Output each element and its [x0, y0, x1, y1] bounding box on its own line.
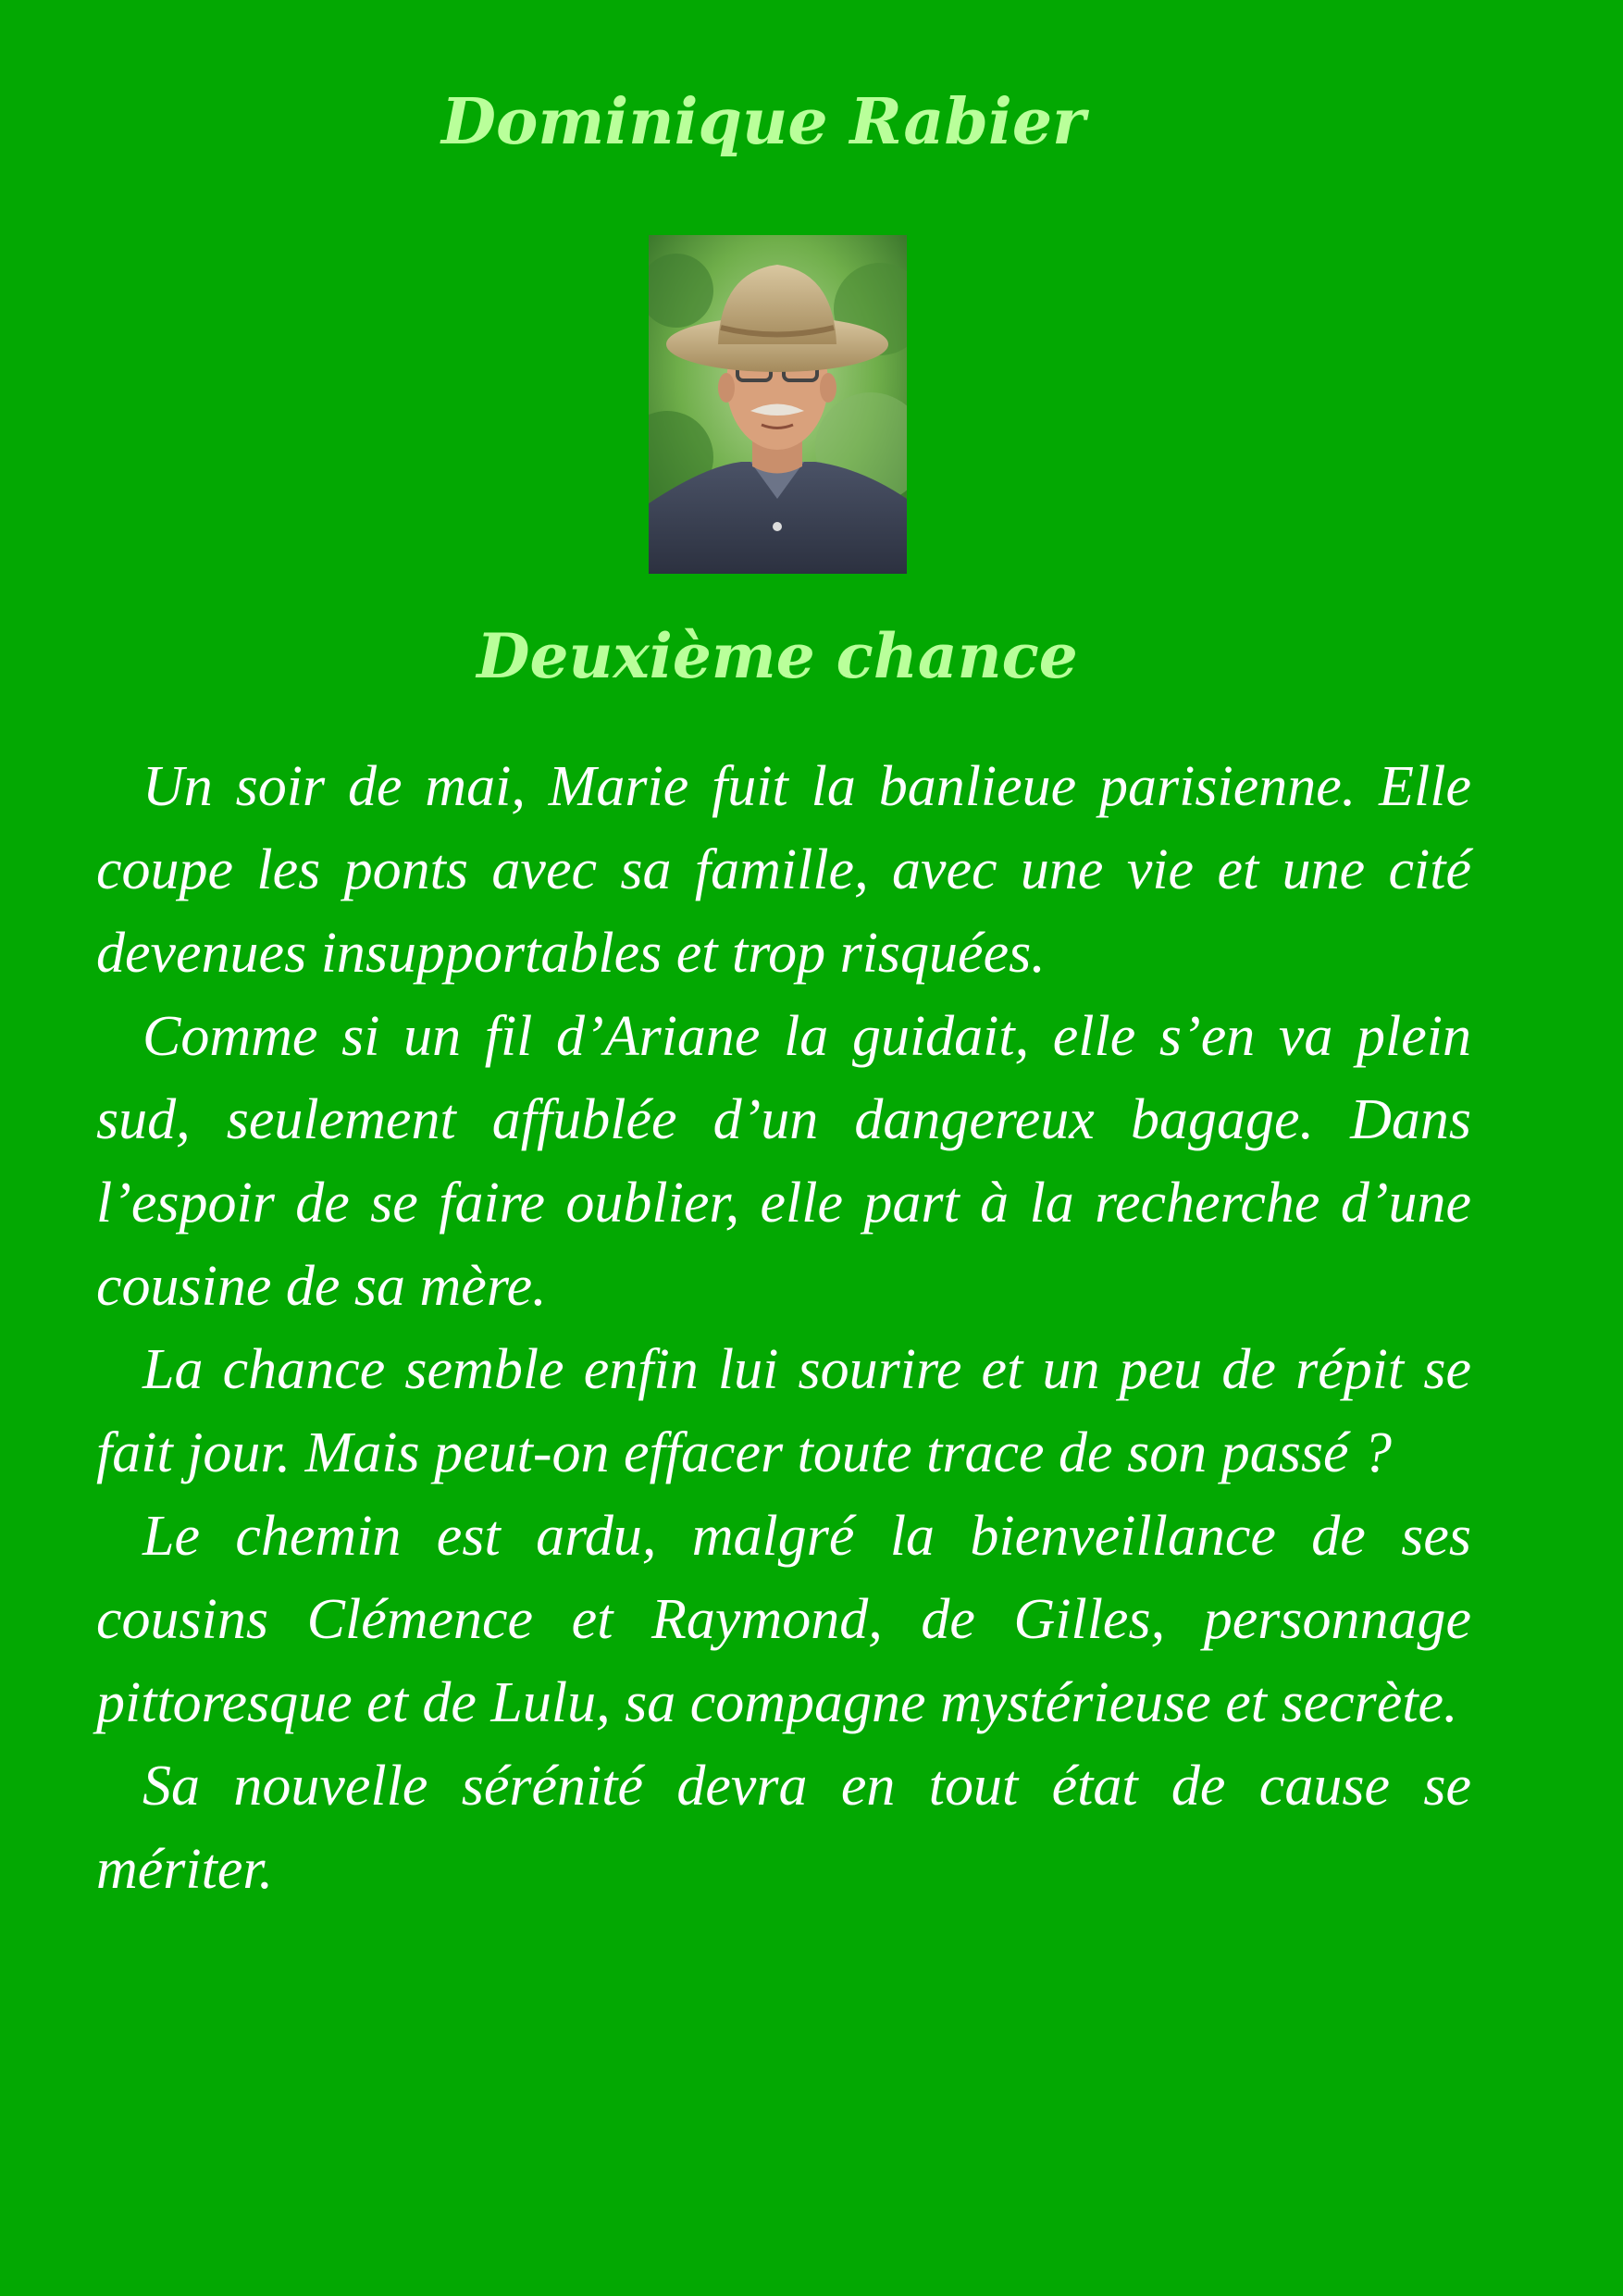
synopsis-paragraph: Le chemin est ardu, malgré la bienveillance de ses cousins Clémence et Raymond, de Gilles, personnage pittoresque et de Lulu, sa compagne mystérieuse et secrète.: [96, 1505, 1471, 1734]
synopsis: [96, 745, 1471, 1911]
book-title: Deuxième chance: [477, 620, 1078, 692]
synopsis-paragraph: La chance semble enfin lui sourire et un peu de répit se fait jour. Mais peut-on effacer toute trace de son passé ?: [96, 1338, 1471, 1484]
synopsis-paragraph: Sa nouvelle sérénité devra en tout état de cause se mériter.: [96, 1755, 1471, 1901]
author-photo: [649, 235, 907, 574]
synopsis-paragraph: Comme si un fil d’Ariane la guidait, elle s’en va plein sud, seulement affublée d’un dangereux bagage. Dans l’espoir de se faire oublier, elle part à la recherche d’une cousine de sa mère.: [96, 1005, 1471, 1318]
author-name: Dominique Rabier: [441, 85, 1085, 159]
synopsis-paragraph: Un soir de mai, Marie fuit la banlieue parisienne. Elle coupe les ponts avec sa famille, avec une vie et une cité devenues insupportables et trop risquées.: [96, 755, 1471, 985]
